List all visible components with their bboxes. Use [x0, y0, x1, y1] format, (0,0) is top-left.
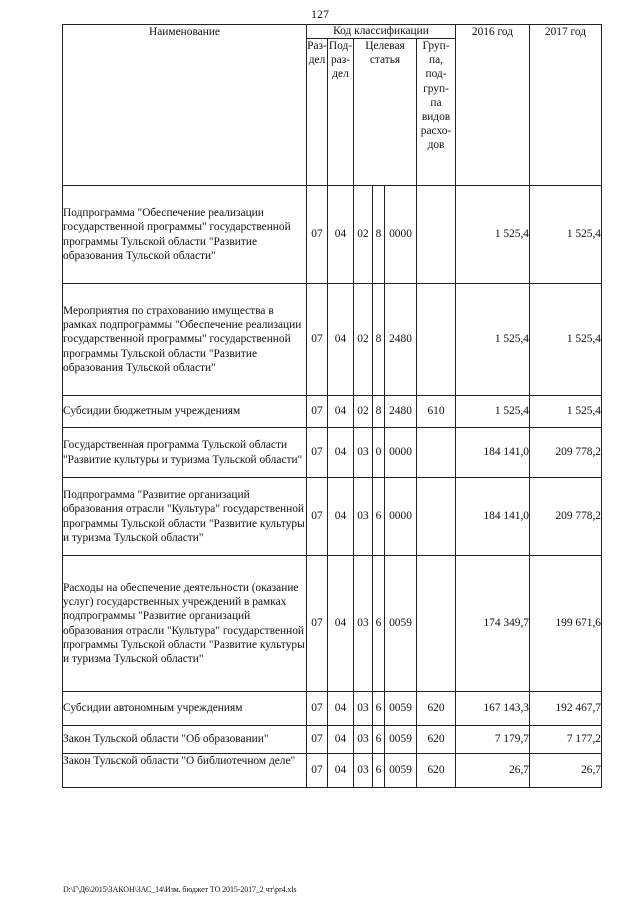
row-target-direction: 0059: [385, 556, 417, 692]
row-razdel: 07: [307, 284, 328, 396]
row-name: Подпрограмма "Обеспечение реализации государственной программы" государственной программы Тульской области "Развитие образования Тульской области": [63, 186, 307, 284]
row-target-subprogram: 0: [373, 428, 385, 478]
header-razdel: Раз- дел: [307, 39, 328, 186]
row-value-2016: 184 141,0: [456, 428, 530, 478]
row-target-subprogram: 6: [373, 726, 385, 754]
table-body: [63, 186, 602, 788]
row-razdel: 07: [307, 396, 328, 428]
row-value-2016: 174 349,7: [456, 556, 530, 692]
row-razdel: 07: [307, 692, 328, 726]
row-target-direction: 0059: [385, 754, 417, 788]
row-value-2017: 199 671,6: [530, 556, 602, 692]
row-target-program: 03: [354, 726, 373, 754]
row-razdel: 07: [307, 428, 328, 478]
header-year-2016: 2016 год: [456, 25, 530, 186]
row-value-2017: 209 778,2: [530, 478, 602, 556]
row-value-2017: 7 177,2: [530, 726, 602, 754]
row-value-2016: 167 143,3: [456, 692, 530, 726]
table-row: [63, 428, 602, 478]
row-vid: [417, 186, 456, 284]
row-value-2017: 1 525,4: [530, 396, 602, 428]
row-vid: [417, 428, 456, 478]
row-target-subprogram: 6: [373, 478, 385, 556]
row-target-program: 02: [354, 186, 373, 284]
row-target-program: 03: [354, 692, 373, 726]
row-target-subprogram: 8: [373, 396, 385, 428]
row-target-direction: 2480: [385, 284, 417, 396]
row-value-2016: 1 525,4: [456, 186, 530, 284]
row-value-2016: 184 141,0: [456, 478, 530, 556]
row-value-2016: 1 525,4: [456, 284, 530, 396]
row-podrazdel: 04: [328, 478, 354, 556]
row-target-program: 02: [354, 284, 373, 396]
row-razdel: 07: [307, 726, 328, 754]
row-target-program: 03: [354, 754, 373, 788]
row-target-subprogram: 8: [373, 186, 385, 284]
budget-table: [62, 24, 602, 788]
row-vid: [417, 556, 456, 692]
row-target-program: 02: [354, 396, 373, 428]
page-number: 127: [311, 7, 329, 21]
row-podrazdel: 04: [328, 754, 354, 788]
row-name: Мероприятия по страхованию имущества в рамках подпрограммы "Обеспечение реализации государственной программы" государственной программы Тульской области "Развитие образования Тульской области": [63, 284, 307, 396]
row-target-direction: 0000: [385, 186, 417, 284]
row-value-2017: 209 778,2: [530, 428, 602, 478]
row-target-subprogram: 8: [373, 284, 385, 396]
row-podrazdel: 04: [328, 692, 354, 726]
table-row: [63, 284, 602, 396]
row-podrazdel: 04: [328, 428, 354, 478]
row-value-2017: 26,7: [530, 754, 602, 788]
row-target-direction: 0059: [385, 692, 417, 726]
row-target-direction: 2480: [385, 396, 417, 428]
header-podrazdel: Под- раз- дел: [328, 39, 354, 186]
row-vid: [417, 284, 456, 396]
header-year-2017: 2017 год: [530, 25, 602, 186]
row-value-2017: 1 525,4: [530, 284, 602, 396]
row-value-2016: 1 525,4: [456, 396, 530, 428]
row-target-direction: 0000: [385, 428, 417, 478]
row-value-2016: 7 179,7: [456, 726, 530, 754]
row-target-program: 03: [354, 478, 373, 556]
row-value-2016: 26,7: [456, 754, 530, 788]
row-target-direction: 0059: [385, 726, 417, 754]
row-name: Подпрограмма "Развитие организаций образования отрасли "Культура" государственной программы Тульской области "Развитие культуры и туризма Тульской области": [63, 478, 307, 556]
row-vid: 620: [417, 726, 456, 754]
row-value-2017: 1 525,4: [530, 186, 602, 284]
row-vid: 620: [417, 754, 456, 788]
row-razdel: 07: [307, 556, 328, 692]
table-row: [63, 754, 602, 788]
row-vid: 610: [417, 396, 456, 428]
row-vid: 620: [417, 692, 456, 726]
row-razdel: 07: [307, 754, 328, 788]
row-podrazdel: 04: [328, 726, 354, 754]
row-name: Государственная программа Тульской области "Развитие культуры и туризма Тульской области": [63, 428, 307, 478]
header-name: Наименование: [63, 25, 307, 186]
row-value-2017: 192 467,7: [530, 692, 602, 726]
row-name: Субсидии автономным учреждениям: [63, 692, 307, 726]
row-name: Субсидии бюджетным учреждениям: [63, 396, 307, 428]
table-row: [63, 726, 602, 754]
row-name: Закон Тульской области "О библиотечном деле": [63, 754, 307, 788]
table-header: [63, 25, 602, 186]
row-target-program: 03: [354, 556, 373, 692]
row-vid: [417, 478, 456, 556]
row-razdel: 07: [307, 478, 328, 556]
header-target: Целевая статья: [354, 39, 417, 186]
file-path-footer: D:\Г\Д6\2015\ЗАКОН\ЗАС_14\Изм. бюджет ТО 2015-2017_2 чт\pr4.xls: [63, 885, 297, 894]
row-name: Расходы на обеспечение деятельности (оказание услуг) государственных учреждений в рамках подпрограммы "Развитие организаций образования отрасли "Культура" государственной программы Тульской области "Развитие культуры и туризма Тульской области": [63, 556, 307, 692]
header-code-group: Код классификации: [307, 25, 456, 39]
row-target-subprogram: 6: [373, 754, 385, 788]
table-row: [63, 478, 602, 556]
row-podrazdel: 04: [328, 186, 354, 284]
table-row: [63, 692, 602, 726]
row-podrazdel: 04: [328, 284, 354, 396]
table-row: [63, 396, 602, 428]
row-name: Закон Тульской области "Об образовании": [63, 726, 307, 754]
row-target-subprogram: 6: [373, 556, 385, 692]
table-row: [63, 556, 602, 692]
row-target-direction: 0000: [385, 478, 417, 556]
row-razdel: 07: [307, 186, 328, 284]
row-target-subprogram: 6: [373, 692, 385, 726]
table-row: [63, 186, 602, 284]
header-vid: Груп- па, под- груп- па видов расхо- дов: [417, 39, 456, 186]
row-podrazdel: 04: [328, 396, 354, 428]
row-podrazdel: 04: [328, 556, 354, 692]
row-target-program: 03: [354, 428, 373, 478]
